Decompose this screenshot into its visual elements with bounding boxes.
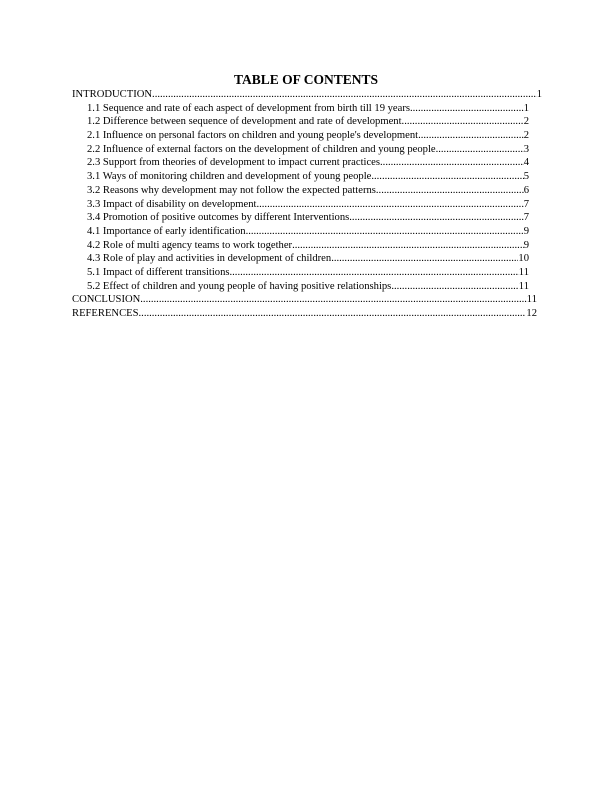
toc-entry-page: 2	[523, 130, 529, 142]
toc-entry-page: 11	[518, 266, 529, 278]
toc-entry-page: 1	[523, 102, 529, 114]
toc-entry-3-4[interactable]	[72, 211, 542, 225]
toc-leader-dots	[371, 170, 523, 184]
toc-leader-dots	[410, 102, 524, 116]
toc-entry-label: 4.1 Importance of early identification	[87, 225, 246, 237]
toc-leader-dots	[331, 252, 518, 266]
toc-entry-label: 5.1 Impact of different transitions	[87, 266, 230, 278]
toc-entry-label: 2.3 Support from theories of development to impact current practices	[87, 157, 381, 169]
toc-entry-2-1[interactable]	[72, 129, 542, 143]
toc-entry-3-3[interactable]	[72, 198, 542, 212]
toc-entry-page: 12	[526, 308, 537, 319]
toc-entry-2-2[interactable]	[72, 143, 542, 157]
toc-entry-label: 2.2 Influence of external factors on the development of children and young people	[87, 143, 436, 155]
toc-entry-label: 3.1 Ways of monitoring children and development of young people	[87, 171, 372, 183]
toc-entry-label: 1.1 Sequence and rate of each aspect of development from birth till 19 years	[87, 102, 410, 114]
toc-title: TABLE OF CONTENTS	[233, 72, 379, 87]
toc-entry-label: CONCLUSION	[72, 294, 141, 306]
toc-leader-dots	[436, 143, 524, 157]
toc-leader-dots	[139, 307, 527, 321]
toc-leader-dots	[391, 280, 518, 294]
toc-entry-label: 3.4 Promotion of positive outcomes by different Interventions	[87, 212, 350, 224]
toc-list	[72, 88, 542, 321]
toc-entry-1-1[interactable]	[72, 102, 542, 116]
toc-leader-dots	[140, 293, 527, 307]
toc-leader-dots	[349, 211, 523, 225]
toc-entry-page: 6	[523, 184, 529, 196]
toc-entry-page: 9	[523, 239, 529, 251]
toc-entry-page: 11	[526, 294, 537, 306]
toc-entry-page: 3	[523, 143, 529, 155]
toc-entry-label: 1.2 Difference between sequence of development and rate of development	[87, 116, 402, 128]
toc-entry-conclusion[interactable]	[72, 293, 542, 307]
toc-leader-dots	[418, 129, 524, 143]
toc-entry-label: 5.2 Effect of children and young people of having positive relationships	[87, 280, 392, 292]
toc-entry-page: 4	[523, 157, 529, 169]
toc-entry-2-3[interactable]	[72, 156, 542, 170]
toc-entry-page: 10	[518, 253, 529, 265]
toc-leader-dots	[380, 156, 524, 170]
toc-entry-5-1[interactable]	[72, 266, 542, 280]
toc-leader-dots	[246, 225, 524, 239]
toc-entry-4-3[interactable]	[72, 252, 542, 266]
toc-entry-3-2[interactable]	[72, 184, 542, 198]
toc-entry-page: 1	[536, 89, 542, 100]
toc-entry-introduction[interactable]	[72, 88, 542, 102]
toc-entry-4-2[interactable]	[72, 239, 542, 253]
toc-entry-page: 2	[523, 116, 529, 128]
toc-leader-dots	[152, 88, 537, 102]
toc-entry-5-2[interactable]	[72, 280, 542, 294]
toc-entry-page: 9	[523, 225, 529, 237]
toc-entry-references[interactable]	[72, 307, 542, 321]
toc-entry-page: 7	[523, 212, 529, 224]
toc-leader-dots	[376, 184, 524, 198]
toc-entry-label: 4.3 Role of play and activities in development of children	[87, 253, 332, 265]
toc-entry-label: REFERENCES	[72, 308, 139, 319]
toc-entry-label: 2.1 Influence on personal factors on children and young people's development	[87, 130, 419, 142]
toc-entry-page: 5	[523, 171, 529, 183]
toc-entry-label: INTRODUCTION	[72, 89, 153, 100]
toc-entry-label: 3.2 Reasons why development may not follow the expected patterns	[87, 184, 376, 196]
toc-entry-page: 11	[518, 280, 529, 292]
toc-leader-dots	[402, 115, 524, 129]
toc-leader-dots	[256, 198, 523, 212]
toc-entry-3-1[interactable]	[72, 170, 542, 184]
toc-entry-1-2[interactable]	[72, 115, 542, 129]
toc-leader-dots	[230, 266, 519, 280]
toc-entry-label: 4.2 Role of multi agency teams to work together	[87, 239, 293, 251]
toc-entry-page: 7	[523, 198, 529, 210]
toc-leader-dots	[292, 239, 524, 253]
toc-entry-label: 3.3 Impact of disability on development	[87, 198, 257, 210]
toc-entry-4-1[interactable]	[72, 225, 542, 239]
